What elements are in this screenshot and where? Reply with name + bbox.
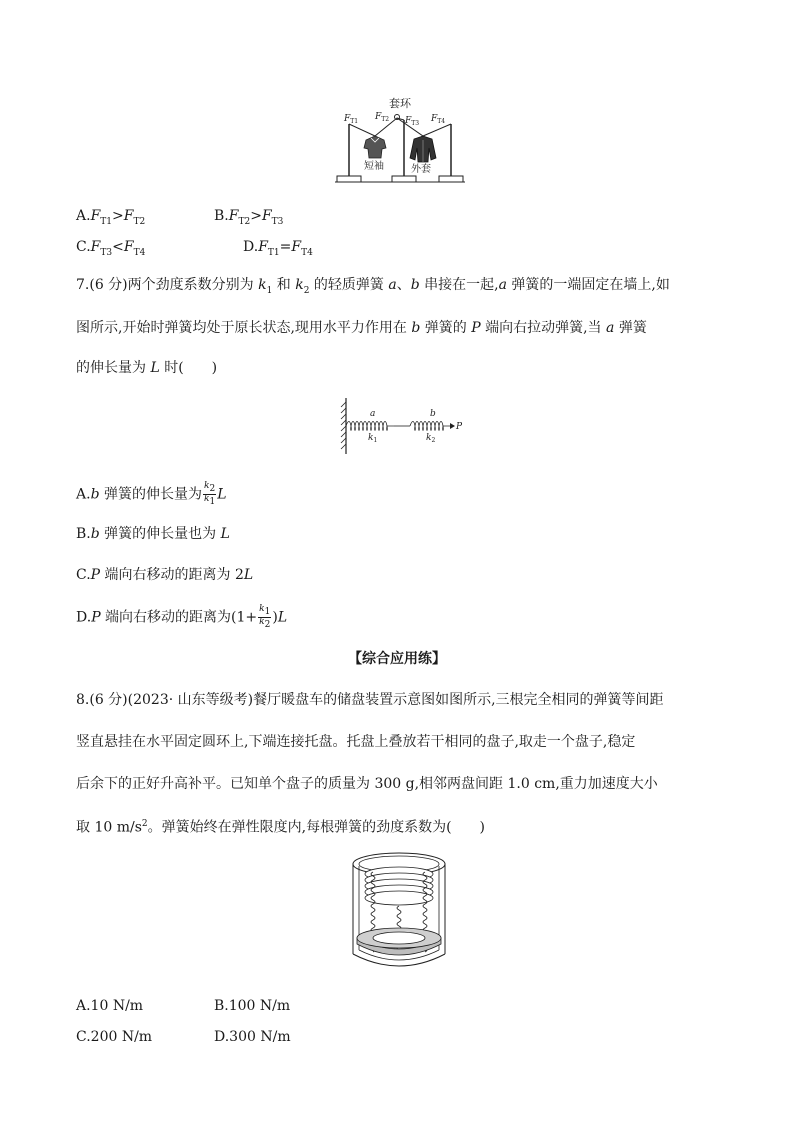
plate-warmer-figure [347,850,451,974]
spring-b [410,422,450,431]
arrow-icon [450,423,455,429]
svg-text:FT3: $F_{T3}$ [405,116,420,127]
shirt-icon [364,136,386,158]
q7-stem-line3: 的伸长量为 L 时( ) [76,360,218,376]
svg-text:FT2: $F_{T2}$ [375,112,390,123]
q8-stem-line2: 竖直悬挂在水平固定圆环上,下端连接托盘。托盘上叠放若干相同的盘子,取走一个盘子,稳定 [76,734,636,750]
q7-option-d[interactable]: D.P 端向右移动的距离为(1+ $\frac{k_1}{k_2}$ )L [76,604,288,630]
q8-stem-line4: 取 10 $m/s^2$。弹簧始终在弹性限度内,每根弹簧的劲度系数为( ) [76,819,486,836]
clothesline-figure [335,96,465,188]
spring-a [346,422,394,431]
svg-text:P: P [456,422,463,432]
q7-option-c[interactable]: C.P 端向右移动的距离为 2L [76,567,254,583]
svg-text:a: a [370,409,376,419]
q6-option-c[interactable]: $C.F_{T3}<F_{T4}$ [76,239,146,258]
svg-text:k2: $k_2$ [426,433,436,444]
ring-icon [395,115,400,120]
q6-option-b[interactable]: $B.F_{T2}>F_{T3}$ [214,208,284,227]
ring-label: 套环 [389,97,411,110]
fraction-k1-k2: $\frac{k_1}{k_2}$ [259,604,271,630]
q7-option-b[interactable]: B.b 弹簧的伸长量也为 L [76,526,230,542]
q7-option-a[interactable]: A.b 弹簧的伸长量为 $\frac{k_2}{k_1}$ L [76,481,227,507]
q8-stem-line1: 8.(6 分)(2023· 山东等级考)餐厅暖盘车的储盘装置示意图如图所示,三根完全相同的弹簧等间距 [76,692,664,708]
section-title: 【综合应用练】 [348,651,446,667]
q8-option-d[interactable]: D.300 N/m [214,1029,291,1045]
q6-option-d[interactable]: $D.F_{T1}=F_{T4}$ [243,239,313,258]
svg-text:FT4: $F_{T4}$ [431,114,446,125]
q7-stem-line1: 7.(6 分)两个劲度系数分别为 $k_1$ 和 $k_2$ 的轻质弹簧 a、b 串接在一起,a 弹簧的一端固定在墙上,如 [76,277,670,296]
svg-text:b: b [430,409,436,419]
q8-stem-line3: 后余下的正好升高补平。已知单个盘子的质量为 300 g,相邻两盘间距 1.0 cm,重力加速度大小 [76,776,658,792]
q8-option-a[interactable]: A.10 N/m [76,998,144,1014]
svg-text:FT1: $F_{T1}$ [344,114,359,125]
q6-option-a[interactable]: $A.F_{T1}>F_{T2}$ [76,208,146,227]
coat-label: 外套 [411,164,431,175]
fraction-k2-k1: $\frac{k_2}{k_1}$ [203,481,216,507]
shirt-label: 短袖 [364,161,384,172]
spring-figure [338,396,468,456]
q8-option-b[interactable]: B.100 N/m [214,998,291,1014]
svg-text:k1: $k_1$ [368,433,378,444]
q7-stem-line2: 图所示,开始时弹簧均处于原长状态,现用水平力作用在 b 弹簧的 P 端向右拉动弹簧,当 a 弹簧 [76,320,647,336]
q8-option-c[interactable]: C.200 N/m [76,1029,153,1045]
